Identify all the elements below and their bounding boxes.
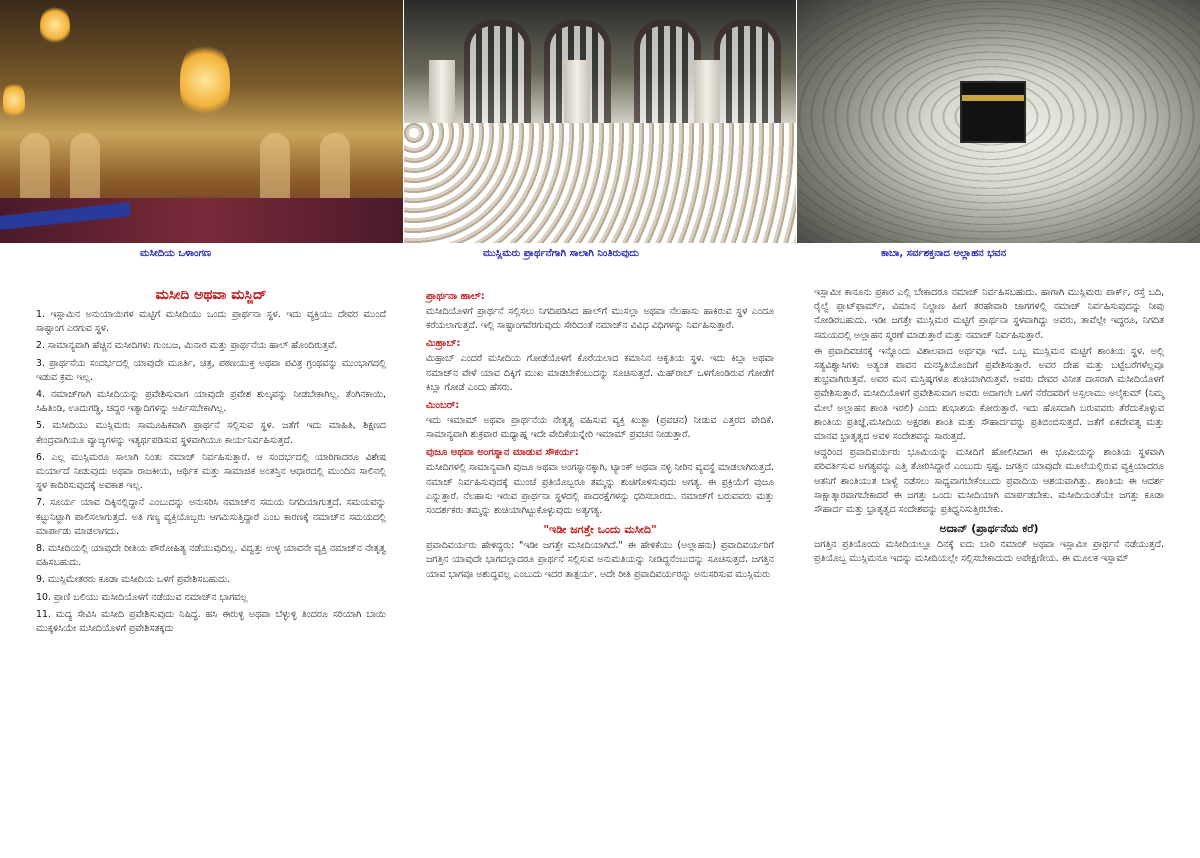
chandelier-icon [180,40,230,120]
arch [464,20,531,126]
list-item: 4. ನಮಾಜ್‌ಗಾಗಿ ಮಸೀದಿಯನ್ನು ಪ್ರವೇಶಿಸುವಾಗ ಯಾವುದೇ ಪ್ರವೇಶ ಶುಲ್ಕವನ್ನು ನೀಡಬೇಕಾಗಿಲ್ಲ. ತೆಂಗಿನಕಾಯಿ, ಸಿಹಿತಿಂಡಿ, ಊದುಗಡ್ಡಿ, ಚದ್ದರ ಇತ್ಯಾದಿಗಳನ್ನು ಅರ್ಪಿಸಬೇಕಾಗಿಲ್ಲ. [36,389,386,415]
paragraph: ಆದ್ದರಿಂದ ಪ್ರವಾದಿವರ್ಯರು ಭೂಮಿಯನ್ನು ಮಸೀದಿಗೆ ಹೋಲಿಸಿದಾಗ ಈ ಭೂಮಿಯನ್ನು ಶಾಂತಿಯ ಸ್ಥಳವಾಗಿ ಪರಿವರ್ತಿಸುವ ಅಗತ್ಯವನ್ನು ಎತ್ತಿ ತೋರಿಸಿದ್ದಾರೆ ಎಂಬುದು ಸ್ಪಷ್ಟ. ಜಗತ್ತಿನ ಯಾವುದೇ ಮೂಲೆಯಲ್ಲಿರುವ ವ್ಯಕ್ತಿಯಾದರೂ ಆತನಿಗೆ ಶಾಂತಿಯುತ ಬಾಳ್ವೆ ನಡೆಸಲು ಸಾಧ್ಯವಾಗಬೇಕೆಂಬುದು ಪ್ರವಾದಿಯ ಆಶಯವಾಗಿತ್ತು. ಶಾಂತಿಯ ಈ ಆದರ್ಶ ಸಾಕ್ಷಾತ್ಕಾರವಾಗಬೇಕಾದರೆ ಈ ಜಗತ್ತು ಒಂದು ಮಸೀದಿಯಾಗಿ ಮಾರ್ಪಡಬೇಕು. ಮಸೀದಿಯಂತೆಯೇ ಜಗತ್ತು ಕೂಡಾ ಸೌಹಾರ್ದ ಮತ್ತು ಭ್ರಾತೃತ್ವದ ಸಂದೇಶವನ್ನು ಪ್ರತಿಧ್ವನಿಸುತ್ತಿರಬೇಕು. [814,447,1164,516]
mimbar-text: ಇದು ಇಮಾಮ್ ಅಥವಾ ಪ್ರಾರ್ಥನೆಯ ನೇತೃತ್ವ ವಹಿಸುವ ವ್ಯಕ್ತಿ ಖುತ್ಬಾ (ಪ್ರವಚನ) ನೀಡುವ ಎತ್ತರದ ವೇದಿಕೆ. ಸಾಮಾನ್ಯವಾಗಿ ಶುಕ್ರವಾರ ಮಧ್ಯಾಹ್ನ ಇದೇ ವೇದಿಕೆಯನ್ನೇರಿ ಇಮಾಮ್ ಪ್ರವಚನ ನೀಡುತ್ತಾರೆ. [426,415,774,441]
list-item: 3. ಪ್ರಾರ್ಥನೆಯ ಸಂದರ್ಭದಲ್ಲಿ ಯಾವುದೇ ಮೂರ್ತಿ, ಚಿತ್ರ, ಪಠಣಯುಕ್ತ ಅಥವಾ ಪವಿತ್ರ ಗ್ರಂಥವನ್ನು ಮುಂಭಾಗದಲ್ಲಿ ಇಡುವ ಕ್ರಮ ಇಲ್ಲ. [36,357,386,383]
wudu-heading: ವುಜೂ ಅಥವಾ ಅಂಗಸ್ನಾನ ಮಾಡುವ ಸೌಕರ್ಯ: [426,447,579,459]
caption-kaaba: ಕಾಬಾ, ಸರ್ವಶಕ್ತನಾದ ಅಲ್ಲಾಹನ ಭವನ [881,248,1007,259]
world-mosque-text: ಪ್ರವಾದಿವರ್ಯರು ಹೇಳಿದ್ದರು: "ಇಡೀ ಜಗತ್ತೇ ಮಸೀದಿಯಾಗಿದೆ." ಈ ಹೇಳಿಕೆಯು (ಅಲ್ಲಾಹನು) ಪ್ರವಾದಿವರ್ಯರಿಗೆ ಜಗತ್ತಿನ ಯಾವುದೇ ಭಾಗದಲ್ಲಾದರೂ ಪ್ರಾರ್ಥನೆ ಸಲ್ಲಿಸುವ ಅನುಮತಿಯನ್ನು ನೀಡಿದ್ದನೆಂಬುದನ್ನು ಸೂಚಿಸುತ್ತದೆ. ಜಗತ್ತಿನ ಯಾವ ಭಾಗವೂ ಅಶುದ್ಧವಲ್ಲ ಎಂಬುದು ಇದರ ತಾತ್ಪರ್ಯ. ಅದೇ ರೀತಿ ಪ್ರವಾದಿವರ್ಯರನ್ನು ಅನುಸರಿಸುವ ಮುಸ್ಲಿಮರು [426,540,774,580]
list-item: 9. ಮುಸ್ಲಿಮೇತರರು ಕೂಡಾ ಮಸೀದಿಯ ಒಳಗೆ ಪ್ರವೇಶಿಸಬಹುದು. [36,574,231,586]
arch-window [260,133,290,203]
paragraph: ಇಸ್ಲಾಮೀ ಕಾನೂನು ಪ್ರಕಾರ ಎಲ್ಲಿ ಬೇಕಾದರೂ ನಮಾಜ್ ನಿರ್ವಹಿಸಬಹುದು. ಹಾಗಾಗಿ ಮುಸ್ಲಿಮರು ಪಾರ್ಕ್, ರಸ್ತೆ ಬದಿ, ರೈಲ್ವೆ ಪ್ಲಾಟ್‌ಫಾರ್ಮ್, ವಿಮಾನ ನಿಲ್ದಾಣ ಹೀಗೆ ತರಹೇವಾರಿ ಜಾಗಗಳಲ್ಲಿ ನಮಾಜ್ ನಿರ್ವಹಿಸುವುದನ್ನು ನೀವು ನೋಡಿರಬಹುದು. ಇಡೀ ಜಗತ್ತೇ ಮುಸ್ಲಿಮರ ಮಟ್ಟಿಗೆ ಪ್ರಾರ್ಥನಾ ಸ್ಥಳವಾಗಿದ್ದು ಅವರು, ತಾವೆಲ್ಲೇ ಇದ್ದರೂ, ನಿಗದಿತ ಸಮಯದಲ್ಲಿ ಅಲ್ಲಾಹನ ಸ್ಮರಣೆ ಮಾಡುತ್ತಾರೆ ಮತ್ತು ನಮಾಜ್ ನಿರ್ವಹಿಸುತ್ತಾರೆ. [814,287,1164,341]
column-3 [814,286,1164,569]
caption-prayer-rows: ಮುಸ್ಲಿಮರು ಪ್ರಾರ್ಥನೆಗಾಗಿ ಸಾಲಾಗಿ ನಿಂತಿರುವುದು [483,248,639,259]
kaaba-photo [797,0,1200,243]
list-item: 11. ಮದ್ಯ ಸೇವಿಸಿ ಮಸೀದಿ ಪ್ರವೇಶಿಸುವುದು ನಿಷಿದ್ಧ. ಹಸಿ ಈರುಳ್ಳಿ ಅಥವಾ ಬೆಳ್ಳುಳ್ಳಿ ತಿಂದರೂ ಸರಿಯಾಗಿ ಬಾಯಿ ಮುಕ್ಕಳಿಸಿಯೇ ಮಸೀದಿಯೊಳಗೆ ಪ್ರವೇಶಿಸತಕ್ಕದು [36,608,386,635]
list-item: 5. ಮಸೀದಿಯು ಮುಸ್ಲಿಮರು ಸಾಮೂಹಿಕವಾಗಿ ಪ್ರಾರ್ಥನೆ ಸಲ್ಲಿಸುವ ಸ್ಥಳ. ಜತೆಗೆ ಇದು ಮಾಹಿತಿ, ಶಿಕ್ಷಣದ ಕೇಂದ್ರವಾಗಿಯೂ ವ್ಯಾಜ್ಯಗಳನ್ನು ಇತ್ಯರ್ಥಪಡಿಸುವ ಸ್ಥಳವಾಗಿಯೂ ಕಾರ್ಯನಿರ್ವಹಿಸುತ್ತದೆ. [36,420,386,446]
photo-strip [0,0,1200,243]
kaaba-icon [962,83,1024,141]
list-item: 8. ಮಸೀದಿಯಲ್ಲಿ ಯಾವುದೇ ರೀತಿಯ ಪೌರೋಹಿತ್ಯ ನಡೆಯುವುದಿಲ್ಲ. ವಿದ್ವತ್ತು ಉಳ್ಳ ಯಾವನೇ ವ್ಯಕ್ತಿ ನಮಾಜ್‌ನ ನೇತೃತ್ವ ವಹಿಸಬಹುದು. [36,543,386,569]
wudu-text: ಮಸೀದಿಗಳಲ್ಲಿ ಸಾಮಾನ್ಯವಾಗಿ ವುಜೂ ಅಥವಾ ಅಂಗಸ್ನಾನಕ್ಕಾಗಿ, ಟ್ಯಾಂಕ್ ಅಥವಾ ನಳ್ಳಿ ನೀರಿನ ವ್ಯವಸ್ಥೆ ಮಾಡಲಾಗಿರುತ್ತದೆ. ನಮಾಜ್ ನಿರ್ವಹಿಸುವುದಕ್ಕೆ ಮುಂಚೆ ಪ್ರತಿಯೊಬ್ಬರೂ ತಮ್ಮನ್ನು ಶುಚಿಗೊಳಿಸುವುದು ಅಗತ್ಯ. ಈ ಪ್ರಕ್ರಿಯೆಗೆ ವುಜೂ ಎನ್ನುತ್ತಾರೆ. ನೆಲಹಾಸು ಇರುವ ಪ್ರಾರ್ಥನಾ ಸ್ಥಳದಲ್ಲಿ ಪಾದರಕ್ಷೆಗಳನ್ನು ಧರಿಸಬಾರದು. ನಮಾಜ್‌ಗೆ ಬರುವವರು ಮತ್ತು ಸಂದರ್ಶಕರು ತಮ್ಮನ್ನು ಶುಚಿಯಾಗಿಟ್ಟುಕೊಳ್ಳುವುದು ಅತ್ಯಗತ್ಯ. [426,462,774,517]
list-item: 7. ಸೂರ್ಯ ಯಾವ ದಿಕ್ಕಿನಲ್ಲಿದ್ದಾನೆ ಎಂಬುದನ್ನು ಅನುಸರಿಸಿ ನಮಾಜ್‌ನ ಸಮಯ ನಿಗದಿಯಾಗುತ್ತದೆ. ಸಮಯವನ್ನು ಕಟ್ಟುನಿಟ್ಟಾಗಿ ಪಾಲಿಸಲಾಗುತ್ತದೆ. ಅತಿ ಗಣ್ಯ ವ್ಯಕ್ತಿಯೊಬ್ಬರು ಆಗಮಿಸುತ್ತಿದ್ದಾರೆ ಎಂಬ ಕಾರಣಕ್ಕೆ ನಮಾಜ್‌ನ ಸಮಯದಲ್ಲಿ ಮಾರ್ಪಾಡು ಮಾಡಲಾಗದು. [36,497,386,537]
chandelier-icon [40,5,70,45]
paragraph: ಈ ಪ್ರವಾದಿವಚನಕ್ಕೆ ಇನ್ನೊಂದು ವಿಶಾಲವಾದ ಅರ್ಥವೂ ಇದೆ. ಒಬ್ಬ ಮುಸ್ಲಿಮನ ಮಟ್ಟಿಗೆ ಶಾಂತಿಯ ಸ್ಥಳ. ಅಲ್ಲಿ ಸತ್ಯವಿಶ್ವಾಸಿಗಳು ಅತ್ಯಂತ ಪಾವನ ಮನಸ್ಥಿತಿಯೊಂದಿಗೆ ಪ್ರವೇಶಿಸುತ್ತಾರೆ. ಅವರ ದೇಹ ಮತ್ತು ಬಟ್ಟೆಬರೆಗಳೆಲ್ಲವೂ ಶುಭ್ರವಾಗಿರುತ್ತವೆ. ಅವರ ಮನ ಮಸ್ತಿಷ್ಕಗಳೂ ಶುಚಿಯಾಗಿರುತ್ತವೆ. ಅವರು ದೇವರ ವಿನೀತ ದಾಸರಾಗಿ ಮಸೀದಿಯೊಳಗೆ ಪ್ರವೇಶಿಸುತ್ತಾರೆ. ಮಸೀದಿಯೊಳಗೆ ಪ್ರವೇಶಿಸುವಾಗ ಅವರು ಅದಾಗಲೇ ಒಳಗೆ ನೆರೆದವರಿಗೆ ಅಸ್ಸಲಾಮು ಅಲೈಕುಮ್ (ನಿಮ್ಮ ಮೇಲೆ ಅಲ್ಲಾಹನ ಶಾಂತಿ ಇರಲಿ) ಎಂದು ಶುಭಾಶಯ ಕೋರುತ್ತಾರೆ. ಇದು ಹೊಸದಾಗಿ ಬರುವವರು ತೆರೆದುಕೊಳ್ಳುವ ಶಾಂತಿಯ ಪ್ರತಿಜ್ಞೆ.ಮಸೀದಿಯ ಅಕ್ಷರಶಃ ಶಾಂತಿ ಮತ್ತು ಸೌಹಾರ್ದವನ್ನು ಪ್ರತಿಬಿಂಬಿಸುತ್ತದೆ. ಜತೆಗೆ ಏಕದೇವತ್ವ ಮತ್ತು ಮಾನವ ಭ್ರಾತೃತ್ವದ ಅವಳಿ ಸಂದೇಶವನ್ನು ಸಾರುತ್ತದೆ. [814,345,1164,443]
azan-heading: ಅದಾನ್ (ಪ್ರಾರ್ಥನೆಯ ಕರೆ) [939,522,1039,536]
mihrab-heading: ಮಿಹ್ರಾಬ್: [426,338,461,350]
list-item: 10. ಪ್ರಾಣಿ ಬಲಿಯು ಮಸೀದಿಯೊಳಗೆ ನಡೆಯುವ ನಮಾಜ್‌ನ ಭಾಗವಲ್ಲ [36,591,248,603]
column-2 [426,286,774,584]
caption-mosque-interior: ಮಸೀದಿಯ ಒಳಾಂಗಣ [140,248,211,259]
prayer-hall-text: ಮಸೀದಿಯೊಳಗೆ ಪ್ರಾರ್ಥನೆ ಸಲ್ಲಿಸಲು ನಿಗದಿಪಡಿಸಿದ ಹಾಲ್‌ಗೆ ಮುಸಲ್ಲಾ ಅಥವಾ ನೆಲಹಾಸು ಹಾಕಿರುವ ಸ್ಥಳ ಎಂದೂ ಕರೆಯಲಾಗುತ್ತದೆ. ಇಲ್ಲಿ ಸಾಷ್ಟಾಂಗವೆರಗುವುದು ಸೇರಿದಂತೆ ನಮಾಜ್‌ನ ವಿವಿಧ ವಿಧಿಗಳನ್ನು ನಿರ್ವಹಿಸುತ್ತಾರೆ. [426,306,774,332]
arch-window [20,133,50,203]
mimbar-heading: ಮಿಂಬರ್: [426,400,460,412]
prayer-hall-heading: ಪ್ರಾರ್ಥನಾ ಹಾಲ್: [426,291,485,302]
list-item: 6. ಎಲ್ಲ ಮುಸ್ಲಿಮರೂ ಸಾಲಾಗಿ ನಿಂತು ನಮಾಜ್ ನಿರ್ವಹಿಸುತ್ತಾರೆ. ಆ ಸಂದರ್ಭದಲ್ಲಿ ಯಾರಿಗಾದರೂ ವಿಶೇಷ ಮರ್ಯಾದೆ ನೀಡುವುದು ಅಥವಾ ರಾಜಕೀಯ, ಆರ್ಥಿಕ ಮತ್ತು ಸಾಮಾಜಿಕ ಅಂತಸ್ತಿನ ಆಧಾರದಲ್ಲಿ ಮುಂದಿನ ಸಾಲಿನಲ್ಲಿ ಸ್ಥಳ ಕಾದಿರಿಸುವುದಕ್ಕೆ ಅವಕಾಶ ಇಲ್ಲ. [36,451,386,492]
mosque-interior-photo [0,0,403,243]
world-mosque-heading: "ಇಡೀ ಜಗತ್ತೇ ಒಂದು ಮಸೀದಿ" [543,523,657,537]
list-item: 2. ಸಾಮಾನ್ಯವಾಗಿ ಹೆಚ್ಚಿನ ಮಸೀದಿಗಳು ಗುಂಬಜ, ಮಿನಾರ ಮತ್ತು ಪ್ರಾರ್ಥನೆಯ ಹಾಲ್ ಹೊಂದಿರುತ್ತವೆ. [36,340,338,352]
arch-window [320,133,350,203]
arch [714,20,781,126]
arch-window [70,133,100,203]
prayer-hall-crowd-photo [404,0,796,243]
arch [634,20,701,126]
azan-text: ಜಗತ್ತಿನ ಪ್ರತಿಯೊಂದು ಮಸೀದಿಯಲ್ಲೂ ದಿನಕ್ಕೆ ಐದು ಬಾರಿ ನಮಾಜ್ ಅಥವಾ ಇಸ್ಲಾಮೀ ಪ್ರಾರ್ಥನೆ ನಡೆಯುತ್ತದೆ. ಪ್ರತಿಯೊಬ್ಬ ಮುಸ್ಲಿಮನೂ ಇದನ್ನು ಮಸೀದಿಯಲ್ಲೇ ಸಲ್ಲಿಸಬೇಕಾದುದು ಅಪೇಕ್ಷಣೀಯ. ಈ ಮೂಲಕ ಇಸ್ಲಾಮ್ [814,539,1164,565]
crowd [404,123,796,243]
mihrab-text: ಮಿಹ್ರಾಬ್ ಎಂದರೆ ಮಸೀದಿಯ ಗೋಡೆಯೊಳಗೆ ಕೊರೆಯಲಾದ ಕಮಾನಿನ ಆಕೃತಿಯ ಸ್ಥಳ. ಇದು ಕಿಬ್ಲಾ ಅಥವಾ ನಮಾಜ್‌ನ ವೇಳೆ ಯಾವ ದಿಕ್ಕಿಗೆ ಮುಖ ಮಾಡಬೇಕೆಂಬುದನ್ನು ಸೂಚಿಸುತ್ತದೆ. ಮಿಹ್‌ರಾಬ್ ಒಳಗೊಂಡಿರುವ ಗೋಡೆಗೆ ಕಿಬ್ಲಾ ಗೋಡೆ ಎಂದು ಹೆಸರು. [426,353,774,393]
section-title: ಮಸೀದಿ ಅಥವಾ ಮಸ್ಜಿದ್ [155,287,267,303]
list-item: 1. ಇಸ್ಲಾಮಿನ ಅನುಯಾಯಿಗಳ ಮಟ್ಟಿಗೆ ಮಸೀದಿಯು ಒಂದು ಪ್ರಾರ್ಥನಾ ಸ್ಥಳ. ಇದು ವ್ಯಕ್ತಿಯು ದೇವರ ಮುಂದೆ ಸಾಷ್ಟಾಂಗ ಎರಗುವ ಸ್ಥಳ. [36,309,386,335]
chandelier-icon [3,80,25,120]
column-1 [36,286,386,639]
